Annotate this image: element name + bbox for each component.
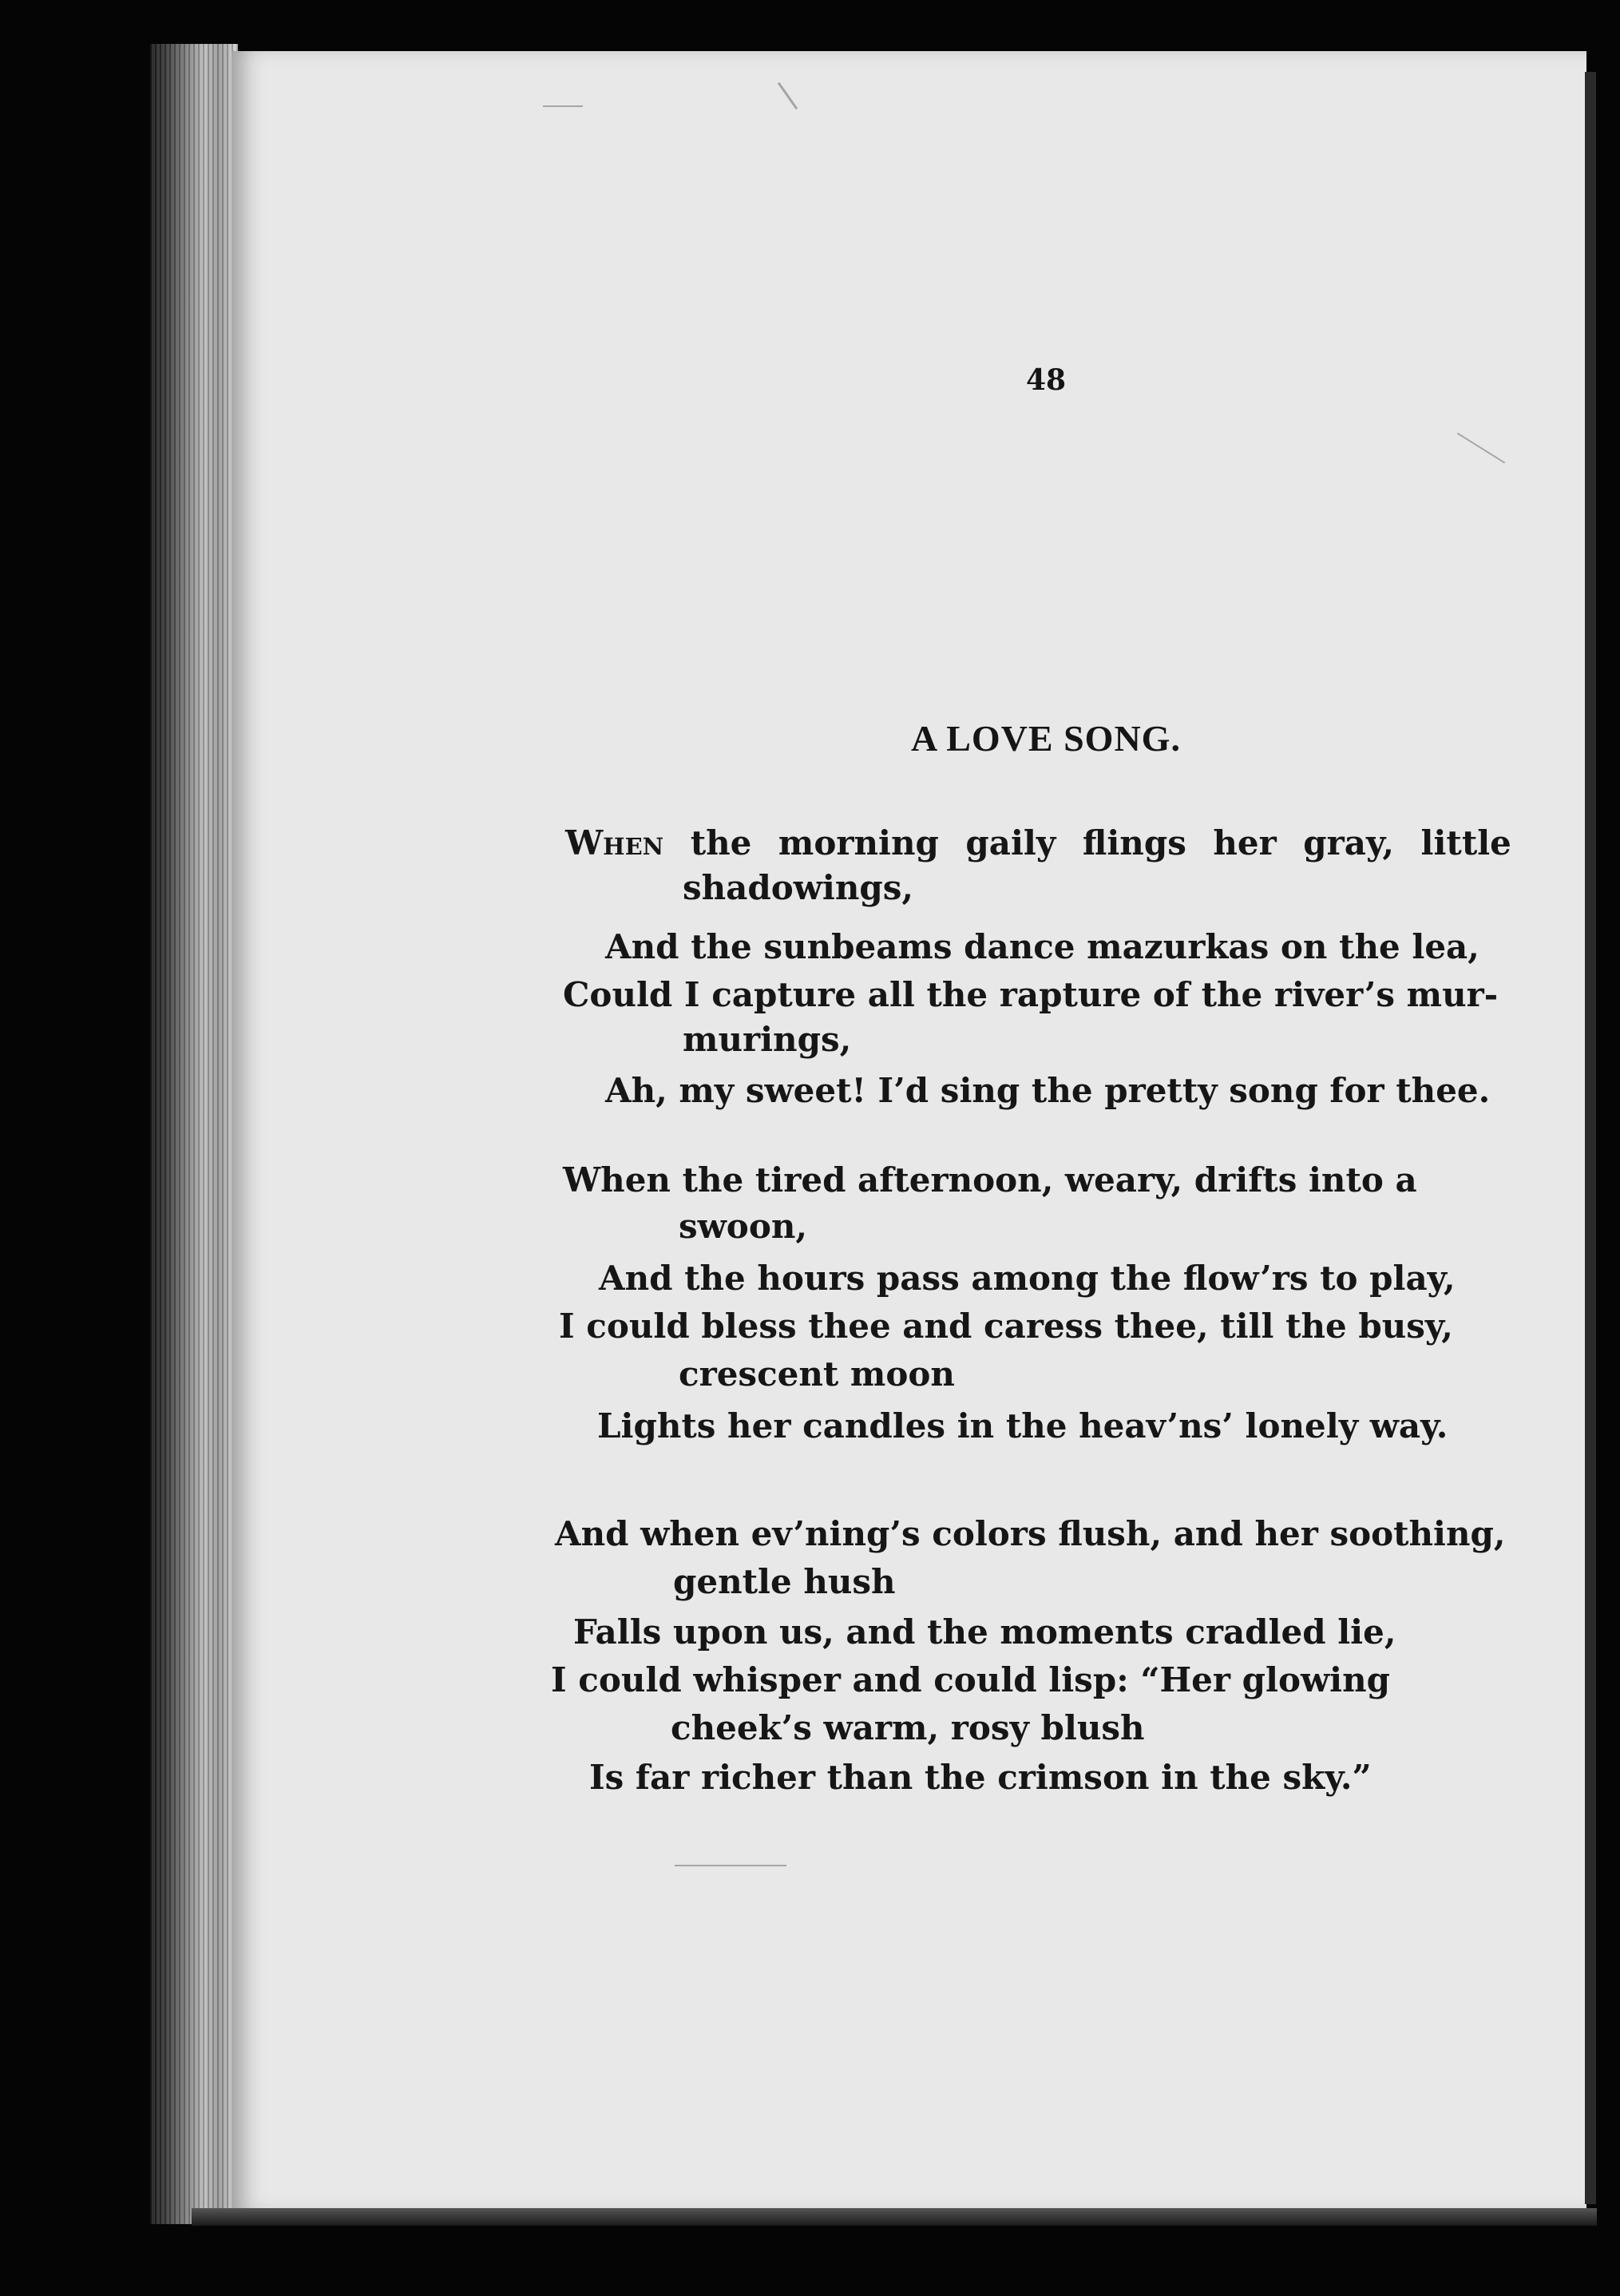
word: gray,: [1303, 823, 1394, 862]
poem-line: And the sunbeams dance mazurkas on the lea,: [605, 927, 1479, 966]
word: gaily: [965, 823, 1056, 862]
word: the: [690, 823, 752, 862]
scan-mark: [543, 105, 583, 107]
poem-line: shadowings,: [683, 868, 914, 907]
page-number: 48: [1025, 363, 1067, 397]
poem-line: murings,: [683, 1020, 852, 1059]
poem-line: cheek’s warm, rosy blush: [671, 1708, 1145, 1747]
page-bottom-edge: [192, 2208, 1597, 2226]
poem-line: Ah, my sweet! I’d sing the pretty song for thee.: [605, 1071, 1491, 1110]
word: little: [1420, 823, 1511, 862]
poem-line: Is far richer than the crimson in the sky.”: [589, 1758, 1372, 1797]
word: morning: [778, 823, 939, 862]
poem-line: swoon,: [679, 1207, 807, 1246]
poem-line: crescent moon: [679, 1354, 955, 1394]
poem-line: Falls upon us, and the moments cradled lie,: [573, 1612, 1396, 1652]
poem-line: Could I capture all the rapture of the river’s mur-: [563, 975, 1499, 1014]
drop-word: When: [565, 823, 664, 862]
poem-line: gentle hush: [673, 1562, 896, 1601]
poem-line: And when ev’ning’s colors flush, and her soothing,: [555, 1514, 1506, 1553]
scan-mark: [675, 1865, 786, 1866]
poem-line: I could whisper and could lisp: “Her glowing: [551, 1660, 1390, 1699]
word: flings: [1082, 823, 1186, 862]
poem-line: I could bless thee and caress thee, till the busy,: [559, 1307, 1453, 1346]
poem-line: When the tired afternoon, weary, drifts into a: [563, 1160, 1417, 1200]
book-spine: [150, 44, 238, 2224]
poem-title: A LOVE SONG.: [911, 718, 1181, 759]
word: her: [1213, 823, 1277, 862]
page-right-edge: [1585, 72, 1596, 2204]
poem-line: [565, 823, 1511, 864]
poem-line: Lights her candles in the heav’ns’ lonely way.: [597, 1406, 1448, 1445]
poem-line: And the hours pass among the flow’rs to play,: [599, 1259, 1456, 1298]
book-page: [232, 51, 1586, 2211]
